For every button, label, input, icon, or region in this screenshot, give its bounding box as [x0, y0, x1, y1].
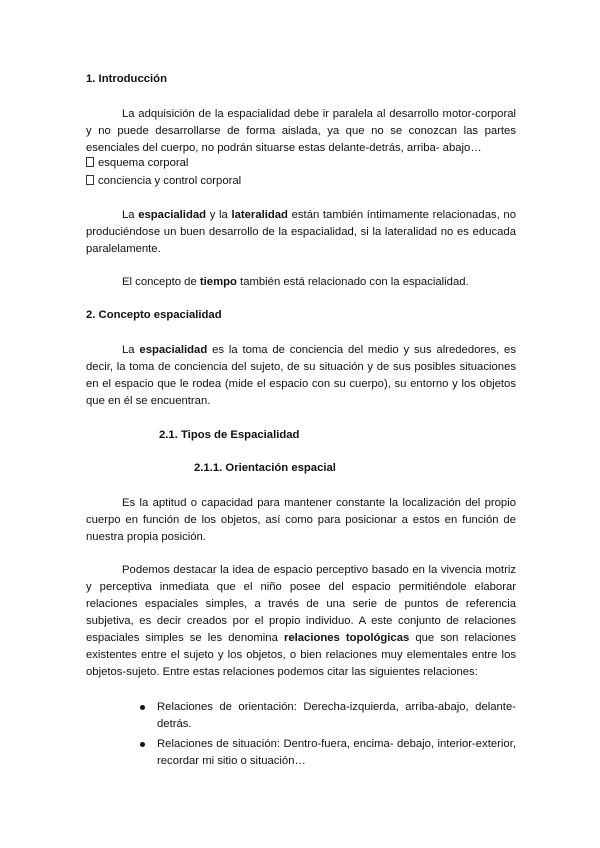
orientation-paragraph-1: Es la aptitud o capacidad para mantener constante la localización del propio cuerpo en función de los objetos, así como para posicionar a estos en función de nuestra propia posición.	[86, 497, 516, 543]
bullet-icon	[140, 742, 145, 747]
orientation-paragraph-2: Podemos destacar la idea de espacio perceptivo basado en la vivencia motriz y perceptiva inmediata que el niño posee del espacio permitiéndole elaborar relaciones espaciales simples, a través de una serie de puntos de referencia subjetiva, es decir creados por el propio individuo. A este conjunto de relaciones espaciales simples se les denomina relaciones topológicas que son relaciones existentes entre el sujeto y los objetos, o bien relaciones muy elementales entre los objetos-sujeto. Entre estas relaciones podemos citar las siguientes relaciones:	[86, 564, 516, 678]
intro-paragraph-1: La adquisición de la espacialidad debe ir paralela al desarrollo motor-corporal y no puede desarrollarse de forma aislada, ya que no se conozcan las partes esenciales del cuerpo, no podrán situarse estas delante-detrás, arriba- abajo…	[86, 108, 516, 154]
list-item: Relaciones de orientación: Derecha-izquierda, arriba-abajo, delante-detrás.	[140, 699, 516, 733]
list-item: Relaciones de situación: Dentro-fuera, encima- debajo, interior-exterior, recordar mi sitio o situación…	[140, 736, 516, 770]
orientation-heading: 2.1.1. Orientación espacial	[194, 462, 336, 474]
relations-list	[140, 699, 516, 773]
checklist-item: conciencia y control corporal	[86, 175, 241, 187]
intro-paragraph-3: El concepto de tiempo también está relacionado con la espacialidad.	[122, 276, 469, 288]
concept-paragraph: La espacialidad es la toma de conciencia del medio y sus alrededores, es decir, la toma de conciencia del sujeto, de su situación y de sus posibles situaciones en el espacio que le rodea (mide el espacio con su cuerpo), su entorno y los objetos que en él se encuentran.	[86, 344, 516, 407]
checkbox-icon	[86, 175, 94, 185]
checklist-item: esquema corporal	[86, 157, 188, 169]
checkbox-icon	[86, 157, 94, 167]
intro-heading: 1. Introducción	[86, 73, 167, 85]
intro-paragraph-2: La espacialidad y la lateralidad están también íntimamente relacionadas, no produciéndose un buen desarrollo de la espacialidad, si la lateralidad no es educada paralelamente.	[86, 209, 516, 255]
bullet-icon	[140, 705, 145, 710]
types-heading: 2.1. Tipos de Espacialidad	[159, 429, 300, 441]
concept-heading: 2. Concepto espacialidad	[86, 309, 222, 321]
